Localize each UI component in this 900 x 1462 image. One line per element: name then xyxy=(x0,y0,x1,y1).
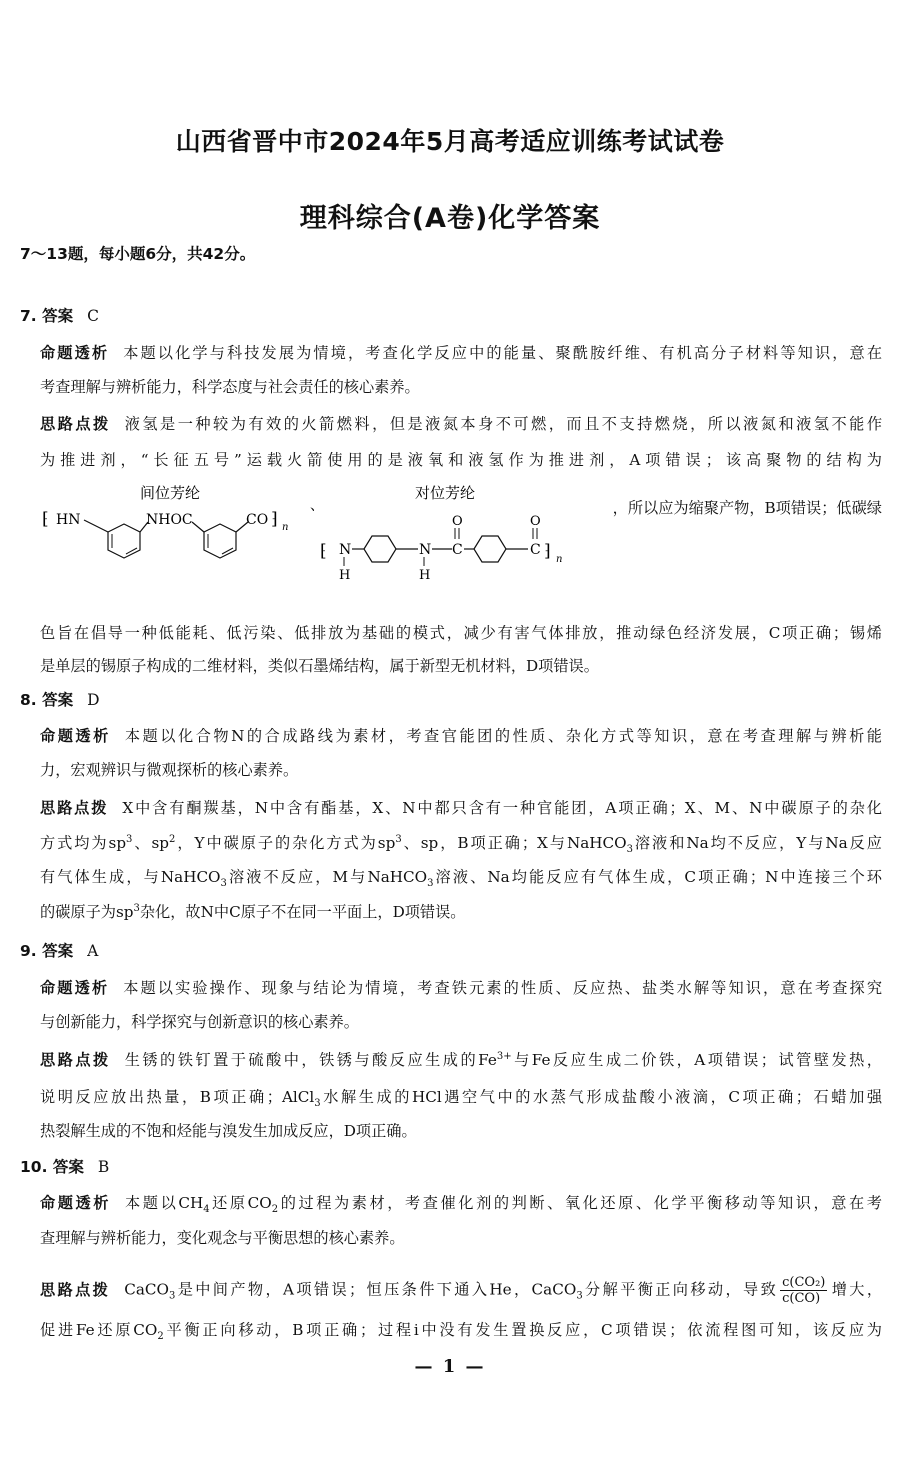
q9-think-line-2: 说明反应放出热量，B项正确；AlCl$_3$水解生成的HCl遇空气中的水蒸气形成盐酸小液滴，C项正确；石蜡加强 xyxy=(40,1088,883,1110)
q10-think-line-2: 促进Fe还原$CO_2$平衡正向移动，B项正确；过程ⅰ中没有发生置换反应，C项错误；依流程图可知，该反应为 xyxy=(40,1321,882,1343)
co2-co-ratio-fraction: $\frac{\text{c(CO₂)}}{c(CO)}$ xyxy=(782,1275,826,1306)
q7-think-line-2: 为推进剂，“长征五号”运载火箭使用的是液氧和液氢作为推进剂，A项错误；该高聚物的结构为 xyxy=(40,451,882,469)
q9-think-line-3: 热裂解生成的不饱和烃能与溴发生加成反应，D项正确。 xyxy=(40,1122,417,1140)
q7-heading xyxy=(20,306,882,326)
q8-heading xyxy=(20,690,882,710)
para-c1: C xyxy=(452,542,463,558)
para-c2: C xyxy=(530,542,541,558)
para-n2: N xyxy=(419,542,432,558)
q8-analysis-line-2: 力，宏观辨识与微观探析的核心素养。 xyxy=(40,761,299,779)
meta-aramid-structure xyxy=(40,482,330,572)
meta-subscript-n: n xyxy=(282,522,289,533)
para-o1: O xyxy=(452,514,463,529)
meta-aramid-label: 间位芳纶 xyxy=(140,484,201,502)
q10-heading xyxy=(20,1157,882,1177)
meta-right-bracket: ⁆ xyxy=(271,509,278,529)
q8-answer: D xyxy=(87,691,100,709)
para-aramid-svg xyxy=(320,482,580,582)
page-number: — 1 — xyxy=(414,1356,486,1377)
meta-ring-2 xyxy=(204,524,236,558)
meta-aramid-svg xyxy=(40,482,330,572)
para-aramid-structure xyxy=(320,482,580,582)
q9-heading xyxy=(20,941,882,961)
q8-think-line-1: 思路点拨 X中含有酮羰基，N中含有酯基，X、N中都只含有一种官能团，A项正确；X、M、N中碳原子的杂化 xyxy=(40,799,882,817)
para-aramid-label: 对位芳纶 xyxy=(415,484,476,502)
q10-head-label: 10. 答案 xyxy=(20,1158,84,1176)
q10-answer: B xyxy=(97,1158,110,1176)
q9-think-line-1: 思路点拨 生锈的铁钉置于硫酸中，铁锈与酸反应生成的$Fe^{3+}$与Fe反应生成二价铁，A项错误；试管壁发热， xyxy=(40,1050,882,1069)
section-intro: 7～13题，每小题6分，共42分。 xyxy=(20,245,256,263)
meta-nhoc-group: NHOC xyxy=(146,512,193,528)
q9-answer: A xyxy=(87,942,99,960)
para-o2: O xyxy=(530,514,541,529)
q8-head-label: 8. 答案 xyxy=(20,691,74,709)
para-h2: H xyxy=(419,568,431,582)
para-left-bracket: ⁅ xyxy=(320,541,327,561)
para-ring-2 xyxy=(474,536,506,562)
q8-think-line-2: 方式均为$sp^3$、$sp^2$，Y中碳原子的杂化方式为$sp^3$、sp，B项正确；X与NaHCO$_3$溶液和Na均不反应，Y与Na反应 xyxy=(40,833,882,856)
q10-think-line-1: 思路点拨 CaCO$_3$是中间产物，A项错误；恒压条件下通入He，CaCO$_3$分解平衡正向移动，导致 $\frac{\text{c(CO₂)}}{c(CO)}$ 增大， xyxy=(40,1275,883,1306)
q8-analysis-line-1: 命题透析 本题以化合物N的合成路线为素材，考查官能团的性质、杂化方式等知识，意在考查理解与辨析能 xyxy=(40,727,882,745)
q7-head-label: 7. 答案 xyxy=(20,307,74,325)
para-n1: N xyxy=(339,542,352,558)
struct-separator: 、 xyxy=(310,498,324,514)
meta-left-bracket: ⁅ xyxy=(42,509,49,529)
meta-hn-group: HN xyxy=(56,512,81,528)
q9-analysis-line-2: 与创新能力，科学探究与创新意识的核心素养。 xyxy=(40,1013,359,1031)
q7-analysis-line-1: 命题透析 本题以化学与科技发展为情境，考查化学反应中的能量、聚酰胺纤维、有机高分子材料等知识，意在 xyxy=(40,344,883,362)
q10-analysis-line-2: 查理解与辨析能力，变化观念与平衡思想的核心素养。 xyxy=(40,1229,405,1247)
q7-analysis-line-2: 考查理解与辨析能力，科学态度与社会责任的核心素养。 xyxy=(40,378,420,396)
para-h1: H xyxy=(339,568,351,582)
para-right-bracket: ⁆ xyxy=(544,541,551,561)
exam-title: 山西省晋中市2024年5月高考适应训练考试试卷 xyxy=(175,127,725,156)
q7-think-line-3-tail: ，所以应为缩聚产物，B项错误；低碳绿 xyxy=(612,499,882,517)
exam-subtitle: 理科综合(A卷)化学答案 xyxy=(299,203,601,234)
q8-think-line-4: 的碳原子为$sp^3$杂化，故N中C原子不在同一平面上，D项错误。 xyxy=(40,902,466,921)
q10-analysis-line-1: 命题透析 本题以$CH_4$还原$CO_2$的过程为素材，考查催化剂的判断、氧化还原、化学平衡移动等知识，意在考 xyxy=(40,1194,882,1216)
meta-co-group: CO xyxy=(246,512,269,528)
q7-think-line-4: 色旨在倡导一种低能耗、低污染、低排放为基础的模式，减少有害气体排放，推动绿色经济发展，C项正确；锡烯 xyxy=(40,624,882,642)
q7-think-line-5: 是单层的锡原子构成的二维材料，类似石墨烯结构，属于新型无机材料，D项错误。 xyxy=(40,657,599,675)
q7-think-line-1: 思路点拨 液氢是一种较为有效的火箭燃料，但是液氮本身不可燃，而且不支持燃烧，所以液氮和液氢不能作 xyxy=(40,415,883,433)
q7-answer: C xyxy=(87,307,99,325)
para-subscript-n: n xyxy=(556,554,563,565)
q9-head-label: 9. 答案 xyxy=(20,942,74,960)
q9-analysis-line-1: 命题透析 本题以实验操作、现象与结论为情境，考查铁元素的性质、反应热、盐类水解等知识，意在考查探究 xyxy=(40,979,883,997)
analysis-label: 命题透析 xyxy=(40,344,110,362)
q8-think-line-3: 有气体生成，与NaHCO$_3$溶液不反应，M与NaHCO$_3$溶液、Na均能反应有气体生成，C项正确；N中连接三个环 xyxy=(40,868,882,890)
meta-ring-1 xyxy=(108,524,140,558)
para-ring-1 xyxy=(364,536,396,562)
thinking-label: 思路点拨 xyxy=(40,415,111,433)
